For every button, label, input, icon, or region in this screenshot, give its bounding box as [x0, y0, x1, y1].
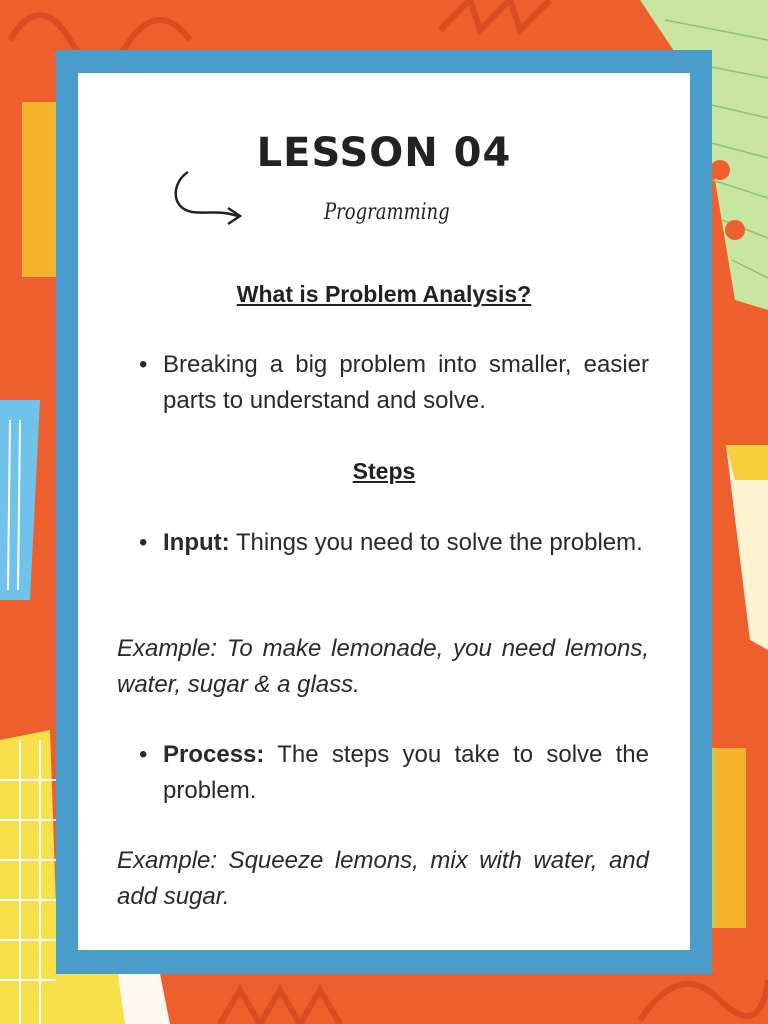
paper-scrap-decoration — [118, 974, 170, 1024]
lesson-subtitle: Programming — [324, 200, 450, 225]
lesson-title: LESSON 04 — [256, 130, 512, 176]
bullet-icon: • — [139, 351, 148, 378]
section-heading-problem-analysis: What is Problem Analysis? — [236, 281, 532, 307]
input-label: Input: — [163, 529, 230, 556]
input-text: Things you need to solve the problem. — [235, 529, 643, 556]
process-example: Example: Squeeze lemons, mix with water, and add sugar. — [117, 847, 649, 910]
zigzag-decoration — [440, 0, 550, 30]
list-item-process — [139, 737, 649, 809]
cream-paper-decoration — [726, 445, 768, 650]
process-label: Process: — [163, 741, 265, 768]
section-heading-steps: Steps — [352, 458, 416, 484]
input-example: Example: To make lemonade, you need lemons, water, sugar & a glass. — [117, 635, 649, 698]
bullet-icon: • — [139, 741, 148, 768]
squiggle-decoration-bottom — [640, 980, 768, 1020]
definition-text: Breaking a big problem into smaller, easier parts to understand and solve. — [163, 351, 649, 414]
process-text: The steps you take to solve the problem. — [163, 741, 650, 804]
list-item-definition — [139, 347, 649, 419]
list-item-input — [139, 525, 649, 561]
curved-arrow-icon — [170, 168, 250, 238]
bullet-icon: • — [139, 529, 148, 556]
zigzag-decoration-bottom — [220, 990, 340, 1024]
ticket-decoration — [0, 400, 40, 600]
